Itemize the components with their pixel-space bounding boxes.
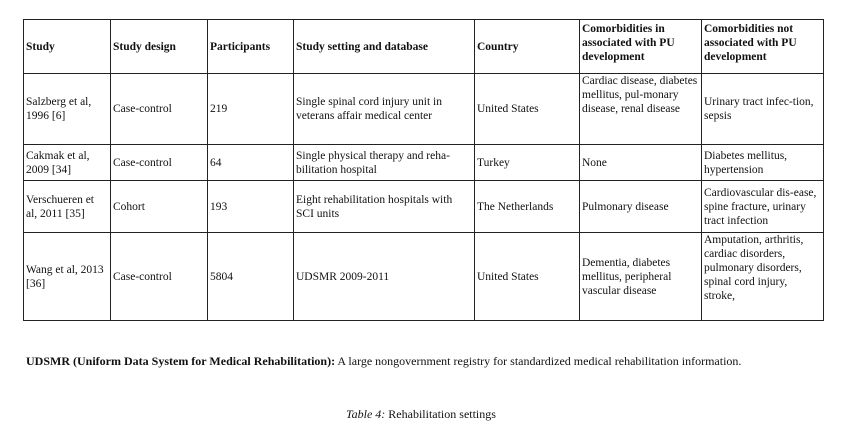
cell-study: Salzberg et al, 1996 [6] [24, 74, 111, 145]
cell-comorbidities-not-associated: Diabetes mellitus, hypertension [702, 145, 824, 181]
cell-country: The Netherlands [475, 181, 580, 233]
table-caption [0, 407, 842, 422]
cell-comorbidities-not-associated: Urinary tract infec-tion, sepsis [702, 74, 824, 145]
cell-study: Cakmak et al, 2009 [34] [24, 145, 111, 181]
header-study-design: Study design [111, 20, 208, 74]
cell-country: United States [475, 233, 580, 321]
header-setting: Study setting and database [294, 20, 475, 74]
table-row [24, 181, 824, 233]
cell-setting: Single physical therapy and reha-bilitation hospital [294, 145, 475, 181]
caption-text: Rehabilitation settings [385, 407, 496, 421]
cell-setting: Single spinal cord injury unit in veterans affair medical center [294, 74, 475, 145]
cell-comorbidities-associated: None [580, 145, 702, 181]
table-row [24, 233, 824, 321]
table-row [24, 145, 824, 181]
cell-setting: Eight rehabilitation hospitals with SCI units [294, 181, 475, 233]
cell-country: Turkey [475, 145, 580, 181]
cell-comorbidities-associated: Dementia, diabetes mellitus, peripheral vascular disease [580, 233, 702, 321]
cell-country: United States [475, 74, 580, 145]
cell-participants: 193 [208, 181, 294, 233]
header-study: Study [24, 20, 111, 74]
cell-study: Wang et al, 2013 [36] [24, 233, 111, 321]
cell-comorbidities-associated: Cardiac disease, diabetes mellitus, pul-monary disease, renal disease [580, 74, 702, 145]
footnote-term: UDSMR (Uniform Data System for Medical Rehabilitation): [26, 354, 336, 368]
table-footnote [26, 354, 806, 368]
header-participants: Participants [208, 20, 294, 74]
cell-participants: 5804 [208, 233, 294, 321]
cell-participants: 219 [208, 74, 294, 145]
cell-comorbidities-not-associated: Amputation, arthritis, cardiac disorders, pulmonary disorders, spinal cord injury, stroke, [702, 233, 824, 321]
cell-design: Case-control [111, 233, 208, 321]
header-comorbidities-associated: Comorbidities in associated with PU development [580, 20, 702, 74]
footnote-text: A large nongovernment registry for standardized medical rehabilitation information. [335, 354, 742, 368]
cell-participants: 64 [208, 145, 294, 181]
cell-comorbidities-associated: Pulmonary disease [580, 181, 702, 233]
table-row [24, 74, 824, 145]
cell-design: Case-control [111, 145, 208, 181]
caption-label: Table 4: [346, 407, 386, 421]
cell-setting: UDSMR 2009-2011 [294, 233, 475, 321]
cell-design: Case-control [111, 74, 208, 145]
header-row [24, 20, 824, 74]
cell-design: Cohort [111, 181, 208, 233]
rehabilitation-settings-table [23, 19, 824, 321]
header-comorbidities-not-associated: Comorbidities not associated with PU development [702, 20, 824, 74]
cell-comorbidities-not-associated: Cardiovascular dis-ease, spine fracture, urinary tract infection [702, 181, 824, 233]
header-country: Country [475, 20, 580, 74]
cell-study: Verschueren et al, 2011 [35] [24, 181, 111, 233]
